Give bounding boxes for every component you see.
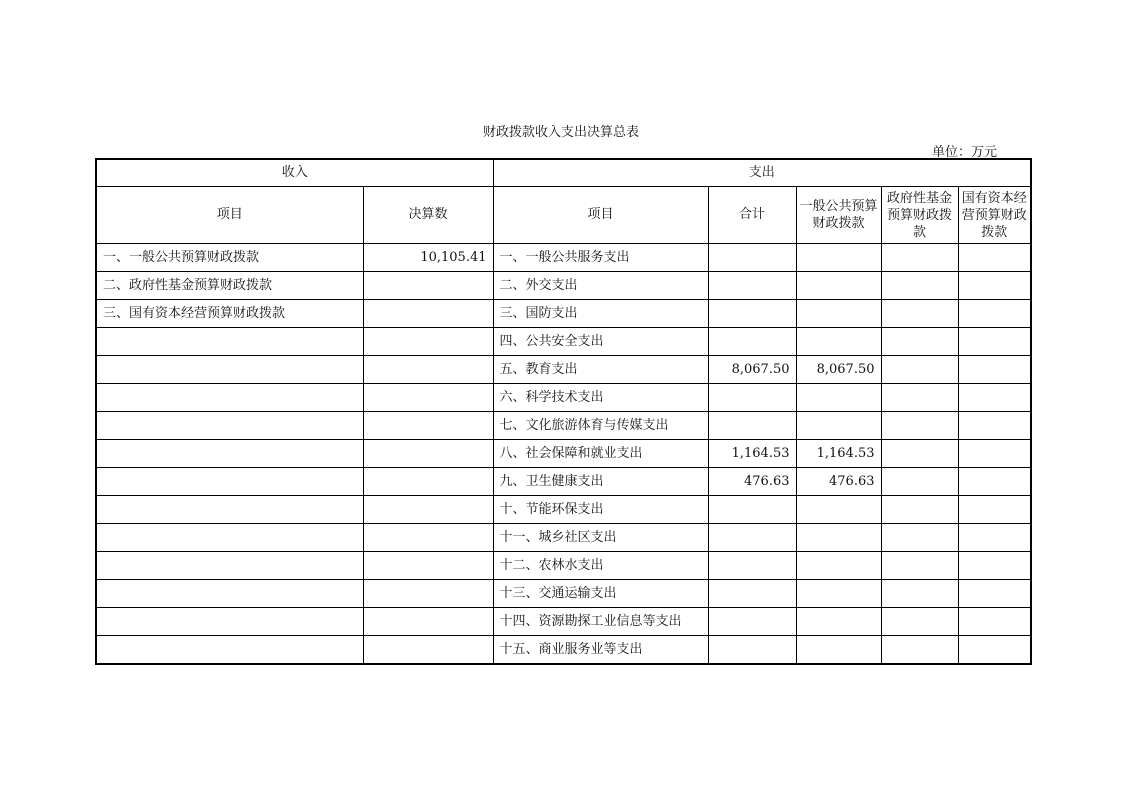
- income-amount-cell: [363, 468, 493, 496]
- general-budget-cell: [796, 608, 881, 636]
- expense-header: 支出: [493, 159, 1031, 187]
- expense-item-cell: 十一、城乡社区支出: [493, 524, 708, 552]
- total-cell: 476.63: [708, 468, 796, 496]
- gov-fund-header: 政府性基金预算财政拨款: [881, 187, 958, 244]
- general-budget-cell: [796, 272, 881, 300]
- general-budget-cell: [796, 300, 881, 328]
- state-capital-cell: [958, 328, 1031, 356]
- expense-item-cell: 十二、农林水支出: [493, 552, 708, 580]
- income-amount-cell: [363, 328, 493, 356]
- header-row-group: [96, 159, 1031, 187]
- income-amount-cell: 10,105.41: [363, 244, 493, 272]
- income-amount-cell: [363, 496, 493, 524]
- expense-item-header: 项目: [493, 187, 708, 244]
- state-capital-cell: [958, 244, 1031, 272]
- gov-fund-cell: [881, 468, 958, 496]
- table-row: [96, 328, 1031, 356]
- gov-fund-cell: [881, 524, 958, 552]
- general-budget-cell: [796, 524, 881, 552]
- income-item-cell: [96, 552, 363, 580]
- table-row: [96, 244, 1031, 272]
- general-budget-cell: [796, 328, 881, 356]
- income-item-cell: [96, 496, 363, 524]
- table-row: [96, 608, 1031, 636]
- expense-item-cell: 六、科学技术支出: [493, 384, 708, 412]
- table-row: [96, 580, 1031, 608]
- gov-fund-cell: [881, 552, 958, 580]
- total-cell: [708, 636, 796, 665]
- expense-item-cell: 十、节能环保支出: [493, 496, 708, 524]
- gov-fund-cell: [881, 356, 958, 384]
- income-item-cell: [96, 384, 363, 412]
- total-cell: [708, 524, 796, 552]
- income-amount-cell: [363, 272, 493, 300]
- income-amount-cell: [363, 580, 493, 608]
- state-capital-cell: [958, 552, 1031, 580]
- income-amount-cell: [363, 300, 493, 328]
- expense-item-cell: 二、外交支出: [493, 272, 708, 300]
- expense-item-cell: 九、卫生健康支出: [493, 468, 708, 496]
- general-budget-cell: [796, 636, 881, 665]
- expense-item-cell: 三、国防支出: [493, 300, 708, 328]
- income-item-cell: 一、一般公共预算财政拨款: [96, 244, 363, 272]
- gov-fund-cell: [881, 608, 958, 636]
- income-item-cell: 二、政府性基金预算财政拨款: [96, 272, 363, 300]
- general-budget-header: 一般公共预算财政拨款: [796, 187, 881, 244]
- income-item-header: 项目: [96, 187, 363, 244]
- state-capital-cell: [958, 272, 1031, 300]
- total-cell: [708, 300, 796, 328]
- state-capital-cell: [958, 440, 1031, 468]
- expense-item-cell: 四、公共安全支出: [493, 328, 708, 356]
- state-capital-cell: [958, 608, 1031, 636]
- table-row: [96, 412, 1031, 440]
- income-item-cell: [96, 636, 363, 665]
- total-header: 合计: [708, 187, 796, 244]
- table-row: [96, 496, 1031, 524]
- general-budget-cell: 476.63: [796, 468, 881, 496]
- page-title: 财政拨款收入支出决算总表: [482, 125, 639, 140]
- state-capital-cell: [958, 580, 1031, 608]
- general-budget-cell: [796, 496, 881, 524]
- income-item-cell: [96, 412, 363, 440]
- total-cell: [708, 272, 796, 300]
- income-amount-cell: [363, 524, 493, 552]
- state-capital-header: 国有资本经营预算财政拨款: [958, 187, 1031, 244]
- state-capital-cell: [958, 300, 1031, 328]
- table-row: [96, 356, 1031, 384]
- total-cell: [708, 328, 796, 356]
- general-budget-cell: 8,067.50: [796, 356, 881, 384]
- income-item-cell: [96, 524, 363, 552]
- state-capital-cell: [958, 496, 1031, 524]
- state-capital-cell: [958, 356, 1031, 384]
- income-item-cell: [96, 356, 363, 384]
- expense-item-cell: 十三、交通运输支出: [493, 580, 708, 608]
- header-row-columns: [96, 187, 1031, 244]
- total-cell: [708, 608, 796, 636]
- expense-item-cell: 五、教育支出: [493, 356, 708, 384]
- income-amount-cell: [363, 384, 493, 412]
- gov-fund-cell: [881, 580, 958, 608]
- state-capital-cell: [958, 468, 1031, 496]
- income-item-cell: [96, 468, 363, 496]
- gov-fund-cell: [881, 328, 958, 356]
- income-item-cell: [96, 608, 363, 636]
- state-capital-cell: [958, 636, 1031, 665]
- total-cell: 8,067.50: [708, 356, 796, 384]
- expense-item-cell: 八、社会保障和就业支出: [493, 440, 708, 468]
- gov-fund-cell: [881, 496, 958, 524]
- total-cell: [708, 496, 796, 524]
- state-capital-cell: [958, 412, 1031, 440]
- total-cell: 1,164.53: [708, 440, 796, 468]
- table-row: [96, 300, 1031, 328]
- expense-item-cell: 十四、资源勘探工业信息等支出: [493, 608, 708, 636]
- income-amount-cell: [363, 440, 493, 468]
- general-budget-cell: 1,164.53: [796, 440, 881, 468]
- gov-fund-cell: [881, 412, 958, 440]
- income-item-cell: [96, 328, 363, 356]
- total-cell: [708, 580, 796, 608]
- income-item-cell: [96, 580, 363, 608]
- table-row: [96, 272, 1031, 300]
- expense-item-cell: 一、一般公共服务支出: [493, 244, 708, 272]
- table-row: [96, 440, 1031, 468]
- general-budget-cell: [796, 552, 881, 580]
- total-cell: [708, 244, 796, 272]
- table-row: [96, 468, 1031, 496]
- table-row: [96, 552, 1031, 580]
- income-amount-cell: [363, 412, 493, 440]
- gov-fund-cell: [881, 384, 958, 412]
- income-item-cell: 三、国有资本经营预算财政拨款: [96, 300, 363, 328]
- table-body: [96, 159, 1031, 664]
- gov-fund-cell: [881, 300, 958, 328]
- table-row: [96, 636, 1031, 665]
- general-budget-cell: [796, 244, 881, 272]
- income-header: 收入: [96, 159, 493, 187]
- fiscal-appropriation-table: [95, 158, 1032, 665]
- general-budget-cell: [796, 412, 881, 440]
- income-amount-cell: [363, 356, 493, 384]
- general-budget-cell: [796, 580, 881, 608]
- income-amount-header: 决算数: [363, 187, 493, 244]
- gov-fund-cell: [881, 244, 958, 272]
- total-cell: [708, 384, 796, 412]
- table-row: [96, 524, 1031, 552]
- gov-fund-cell: [881, 440, 958, 468]
- expense-item-cell: 七、文化旅游体育与传媒支出: [493, 412, 708, 440]
- state-capital-cell: [958, 384, 1031, 412]
- total-cell: [708, 412, 796, 440]
- income-amount-cell: [363, 552, 493, 580]
- income-amount-cell: [363, 608, 493, 636]
- general-budget-cell: [796, 384, 881, 412]
- income-item-cell: [96, 440, 363, 468]
- expense-item-cell: 十五、商业服务业等支出: [493, 636, 708, 665]
- table-row: [96, 384, 1031, 412]
- state-capital-cell: [958, 524, 1031, 552]
- gov-fund-cell: [881, 636, 958, 665]
- income-amount-cell: [363, 636, 493, 665]
- gov-fund-cell: [881, 272, 958, 300]
- total-cell: [708, 552, 796, 580]
- unit-label: 单位：万元: [932, 145, 998, 160]
